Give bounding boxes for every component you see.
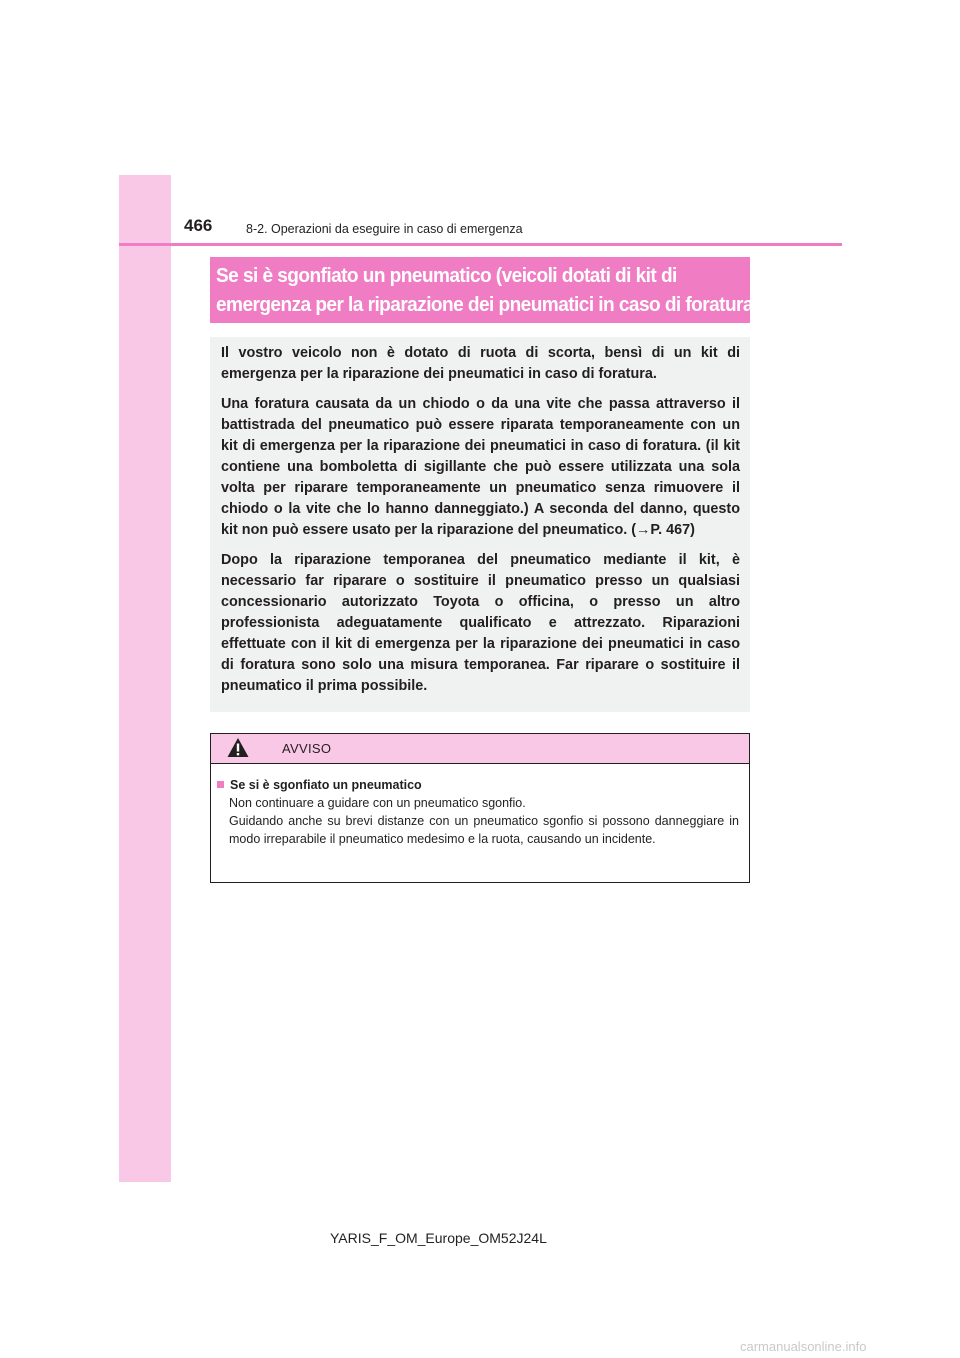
- warning-label: AVVISO: [282, 741, 332, 756]
- warning-text: Non continuare a guidare con un pneumatico sgonfio.: [229, 796, 526, 810]
- intro-paragraph: Una foratura causata da un chiodo o da una vite che passa attraverso il battistrada del pneumatico può essere riparata temporaneamente con un kit di emergenza per la riparazione dei pneumatici in caso di foratura. (il kit contiene una bomboletta di sigillante che può essere utilizzata una sola volta per riparare temporaneamente un pneumatico senza rimuovere il chiodo o la vite che lo hanno danneggiato.) A seconda del danno, questo kit non può essere usato per la riparazione del pneumatico. (→P. 467): [221, 396, 740, 538]
- page-number: 466: [184, 216, 213, 235]
- warning-text: Guidando anche su brevi distanze con un pneumatico sgonfio si possono danneggiare in modo irreparabile il pneumatico medesimo e la ruota, causando un incidente.: [229, 814, 739, 846]
- warning-body: [211, 764, 749, 848]
- section-title-line-2: emergenza per la riparazione dei pneumatici in caso di foratura): [216, 293, 759, 316]
- square-bullet-icon: [217, 781, 224, 788]
- section-title-line-1: Se si è sgonfiato un pneumatico (veicoli dotati di kit di: [216, 264, 677, 287]
- warning-heading: [217, 776, 739, 794]
- warning-heading-text: Se si è sgonfiato un pneumatico: [230, 778, 422, 792]
- intro-paragraph: Dopo la riparazione temporanea del pneumatico mediante il kit, è necessario far riparare o sostituire il pneumatico presso un qualsiasi concessionario autorizzato Toyota o officina, o presso un altro professionista adeguatamente qualificato e attrezzato. Riparazioni effettuate con il kit di emergenza per la riparazione dei pneumatici in caso di foratura sono solo una misura temporanea. Far riparare o sostituire il pneumatico il prima possibile.: [221, 552, 740, 694]
- intro-box: [210, 337, 750, 712]
- watermark: carmanualsonline.info: [740, 1339, 867, 1354]
- side-tab-strip: [119, 175, 171, 1182]
- warning-header: [211, 734, 749, 764]
- intro-paragraph: Il vostro veicolo non è dotato di ruota di scorta, bensì di un kit di emergenza per la riparazione dei pneumatici in caso di foratura.: [221, 345, 740, 382]
- warning-triangle-icon: [227, 737, 249, 758]
- section-title: [210, 257, 759, 323]
- header-rule: [119, 243, 842, 246]
- footer-code: YARIS_F_OM_Europe_OM52J24L: [330, 1230, 547, 1246]
- section-path: 8-2. Operazioni da eseguire in caso di emergenza: [246, 222, 523, 236]
- warning-box: [210, 733, 750, 883]
